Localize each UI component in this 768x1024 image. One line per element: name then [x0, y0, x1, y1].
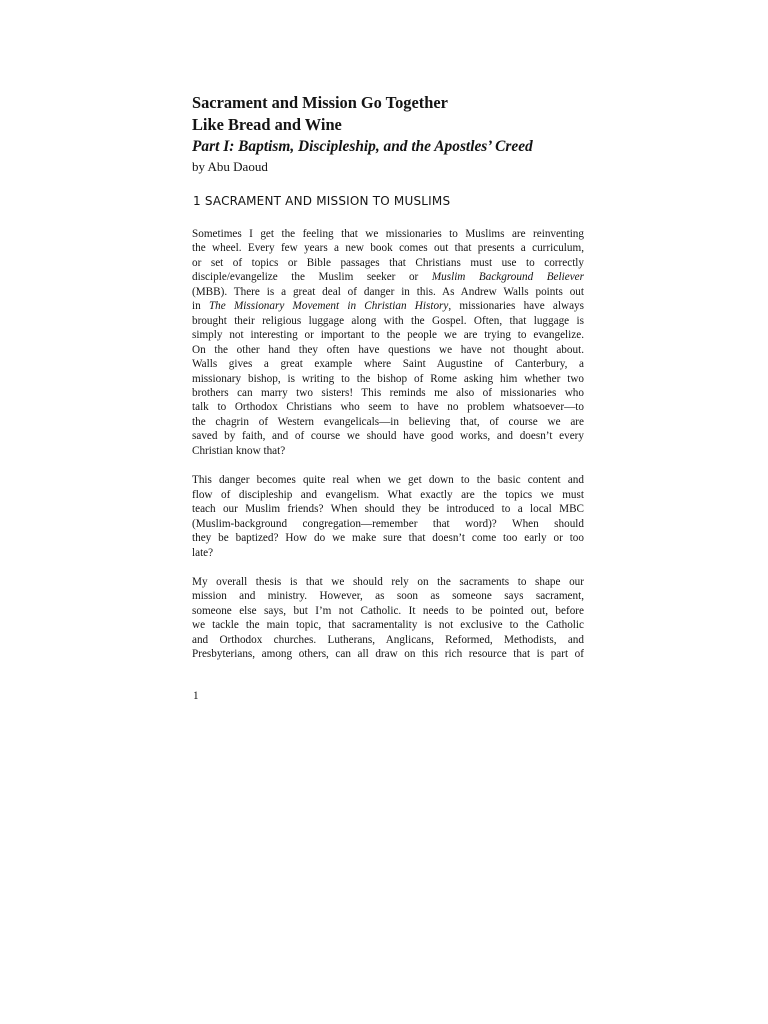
page-number: 1 [193, 690, 199, 702]
text-line: we tackle the main topic, that sacramentality is not exclusive to the Catholic [192, 619, 584, 632]
text-line: talk to Orthodox Christians who seem to have no problem whatsoever—to [192, 401, 584, 414]
text-line: the wheel. Every few years a new book comes out that presents a curriculum, [192, 242, 584, 255]
text-line: mission and ministry. However, as soon as someone says sacrament, [192, 590, 584, 603]
italic-title: The Missionary Movement in Christian History [208, 300, 449, 313]
text-line: or set of topics or Bible passages that Christians must use to correctly [192, 256, 584, 269]
document-subtitle: Part I: Baptism, Discipleship, and the Apostles’ Creed [192, 138, 533, 155]
text-line: the chagrin of Western evangelicals—in believing that, of course we are [192, 415, 584, 428]
text-line: On the other hand they often have questions we have not thought about. [192, 343, 584, 356]
text-line: missionary bishop, is writing to the bishop of Rome asking him whether two [192, 372, 584, 385]
document-title-line-2: Like Bread and Wine [192, 115, 342, 134]
section-heading: 1 SACRAMENT AND MISSION TO MUSLIMS [193, 194, 451, 208]
text-line: simply not interesting or important to the people we are trying to evangelize. [192, 329, 584, 342]
text-line: brothers can marry two sisters! This reminds me also of missionaries who [192, 386, 584, 399]
italic-title: Muslim Background Believer [431, 271, 584, 284]
paragraph-1 [192, 227, 584, 458]
text-line: This danger becomes quite real when we get down to the basic content and [192, 474, 584, 487]
text-line: Christian know that? [192, 444, 286, 457]
text-line: (MBB). There is a great deal of danger in this. As Andrew Walls points out [192, 285, 584, 298]
paragraph-2 [192, 473, 584, 560]
text-line: late? [192, 546, 214, 559]
document-page [192, 92, 584, 662]
text-line: someone else says, but I’m not Catholic. It needs to be pointed out, before [192, 604, 584, 617]
text-line: they be baptized? How do we make sure that doesn’t come too early or too [192, 532, 584, 545]
text-line: in The Missionary Movement in Christian History, missionaries have always [192, 300, 584, 313]
text-line: brought their religious luggage along with the Gospel. Often, that luggage is [192, 314, 584, 327]
text-line: teach our Muslim friends? When should they be introduced to a local MBC [192, 503, 584, 516]
document-title-line-1: Sacrament and Mission Go Together [192, 93, 448, 112]
paragraph-3 [192, 575, 584, 662]
text-line: disciple/evangelize the Muslim seeker or Muslim Background Believer [192, 271, 584, 284]
text-line: Walls gives a great example where Saint Augustine of Canterbury, a [192, 358, 584, 371]
text-line: saved by faith, and of course we should have good works, and doesn’t every [192, 430, 584, 443]
text-line: (Muslim-background congregation—remember that word)? When should [192, 517, 584, 530]
text-line: flow of discipleship and evangelism. What exactly are the topics we must [192, 488, 584, 501]
text-line: and Orthodox churches. Lutherans, Anglicans, Reformed, Methodists, and [192, 633, 584, 646]
text-line: My overall thesis is that we should rely on the sacraments to shape our [192, 575, 584, 588]
text-line: Presbyterians, among others, can all draw on this rich resource that is part of [192, 648, 584, 661]
author-byline: by Abu Daoud [192, 159, 268, 174]
text-line: Sometimes I get the feeling that we missionaries to Muslims are reinventing [192, 228, 584, 240]
